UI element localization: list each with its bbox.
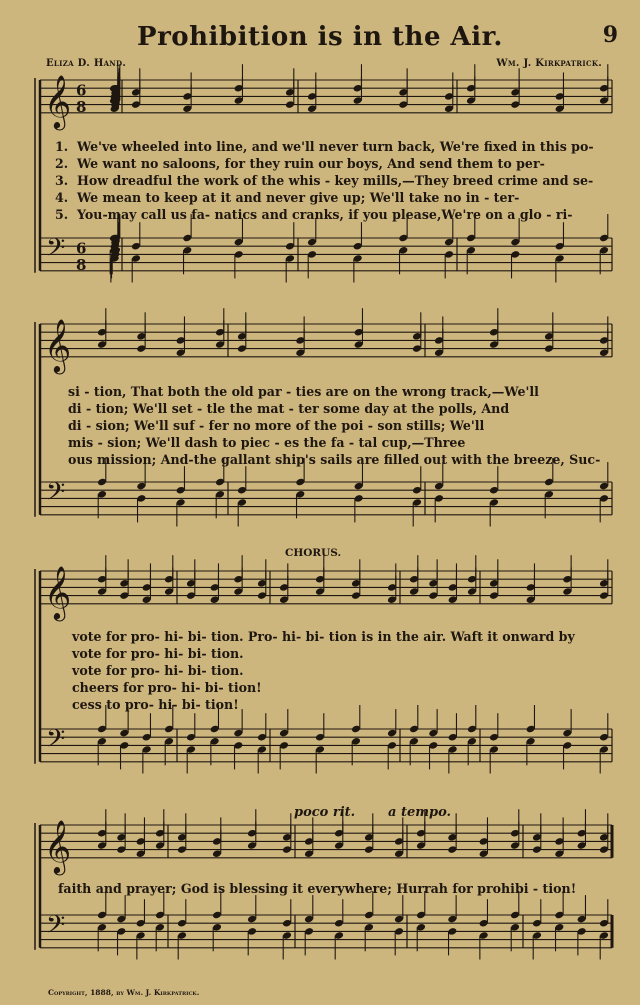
verse-line: 3. How dreadful the work of the whis - key mills,—They breed crime and se- [55, 173, 594, 188]
treble-clef: 𝄞 [44, 564, 72, 619]
verse-line: 1. We've wheeled into line, and we'll never turn back, We're fixed in this po- [55, 139, 594, 154]
poco-rit-marking: poco rit. [294, 805, 356, 820]
verse-line: 2. We want no saloons, for they ruin our boys, And send them to per- [55, 156, 545, 171]
treble-clef: 𝄞 [44, 73, 72, 128]
verse-line: vote for pro- hi- bi- tion. Pro- hi- bi- tion is in the air. Waft it onward by [72, 629, 575, 644]
verse-line: ous mission; And-the gallant ship's sails are filled out with the breeze, Suc- [68, 452, 601, 467]
verse-line: 5. You-may call us fa- natics and cranks, if you please,We're on a glo - ri- [55, 207, 573, 222]
page-number: 9 [602, 22, 618, 48]
verse-line: vote for pro- hi- bi- tion. [72, 646, 244, 661]
treble-clef: 𝄞 [44, 317, 72, 372]
time-signature: 6 [76, 81, 87, 100]
copyright-notice: Copyright, 1888, by Wm. J. Kirkpatrick. [48, 988, 200, 997]
verse-line: mis - sion; We'll dash to piec - es the fa - tal cup,—Three [68, 435, 466, 450]
composer-credit: Wm. J. Kirkpatrick. [496, 58, 602, 69]
a-tempo-marking: a tempo. [388, 805, 452, 820]
verse-line: faith and prayer; God is blessing it everywhere; Hurrah for prohibi - tion! [58, 881, 577, 896]
chorus-label: CHORUS. [285, 547, 342, 559]
bass-clef: 𝄢 [46, 477, 66, 513]
verse-line: cess to pro- hi- bi- tion! [72, 697, 239, 712]
time-signature: 8 [76, 255, 87, 274]
verse-line: 4. We mean to keep at it and never give up; We'll take no in - ter- [55, 190, 520, 205]
time-signature: 6 [76, 239, 87, 258]
verse-line: vote for pro- hi- bi- tion. [72, 663, 244, 678]
bass-clef: 𝄢 [46, 233, 66, 269]
verse-line: di - tion; We'll set - tle the mat - ter some day at the polls, And [68, 401, 510, 416]
verse-line: si - tion, That both the old par - ties are on the wrong track,—We'll [68, 384, 539, 399]
lyricist-credit: Eliza D. Hand. [46, 58, 127, 69]
verse-line: cheers for pro- hi- bi- tion! [72, 680, 262, 695]
bass-clef: 𝄢 [46, 910, 66, 946]
time-signature: 8 [76, 97, 87, 116]
bass-clef: 𝄢 [46, 724, 66, 760]
treble-clef: 𝄞 [44, 818, 72, 873]
hymn-title: Prohibition is in the Air. [137, 22, 503, 52]
verse-line: di - sion; We'll suf - fer no more of the poi - son stills; We'll [68, 418, 485, 433]
